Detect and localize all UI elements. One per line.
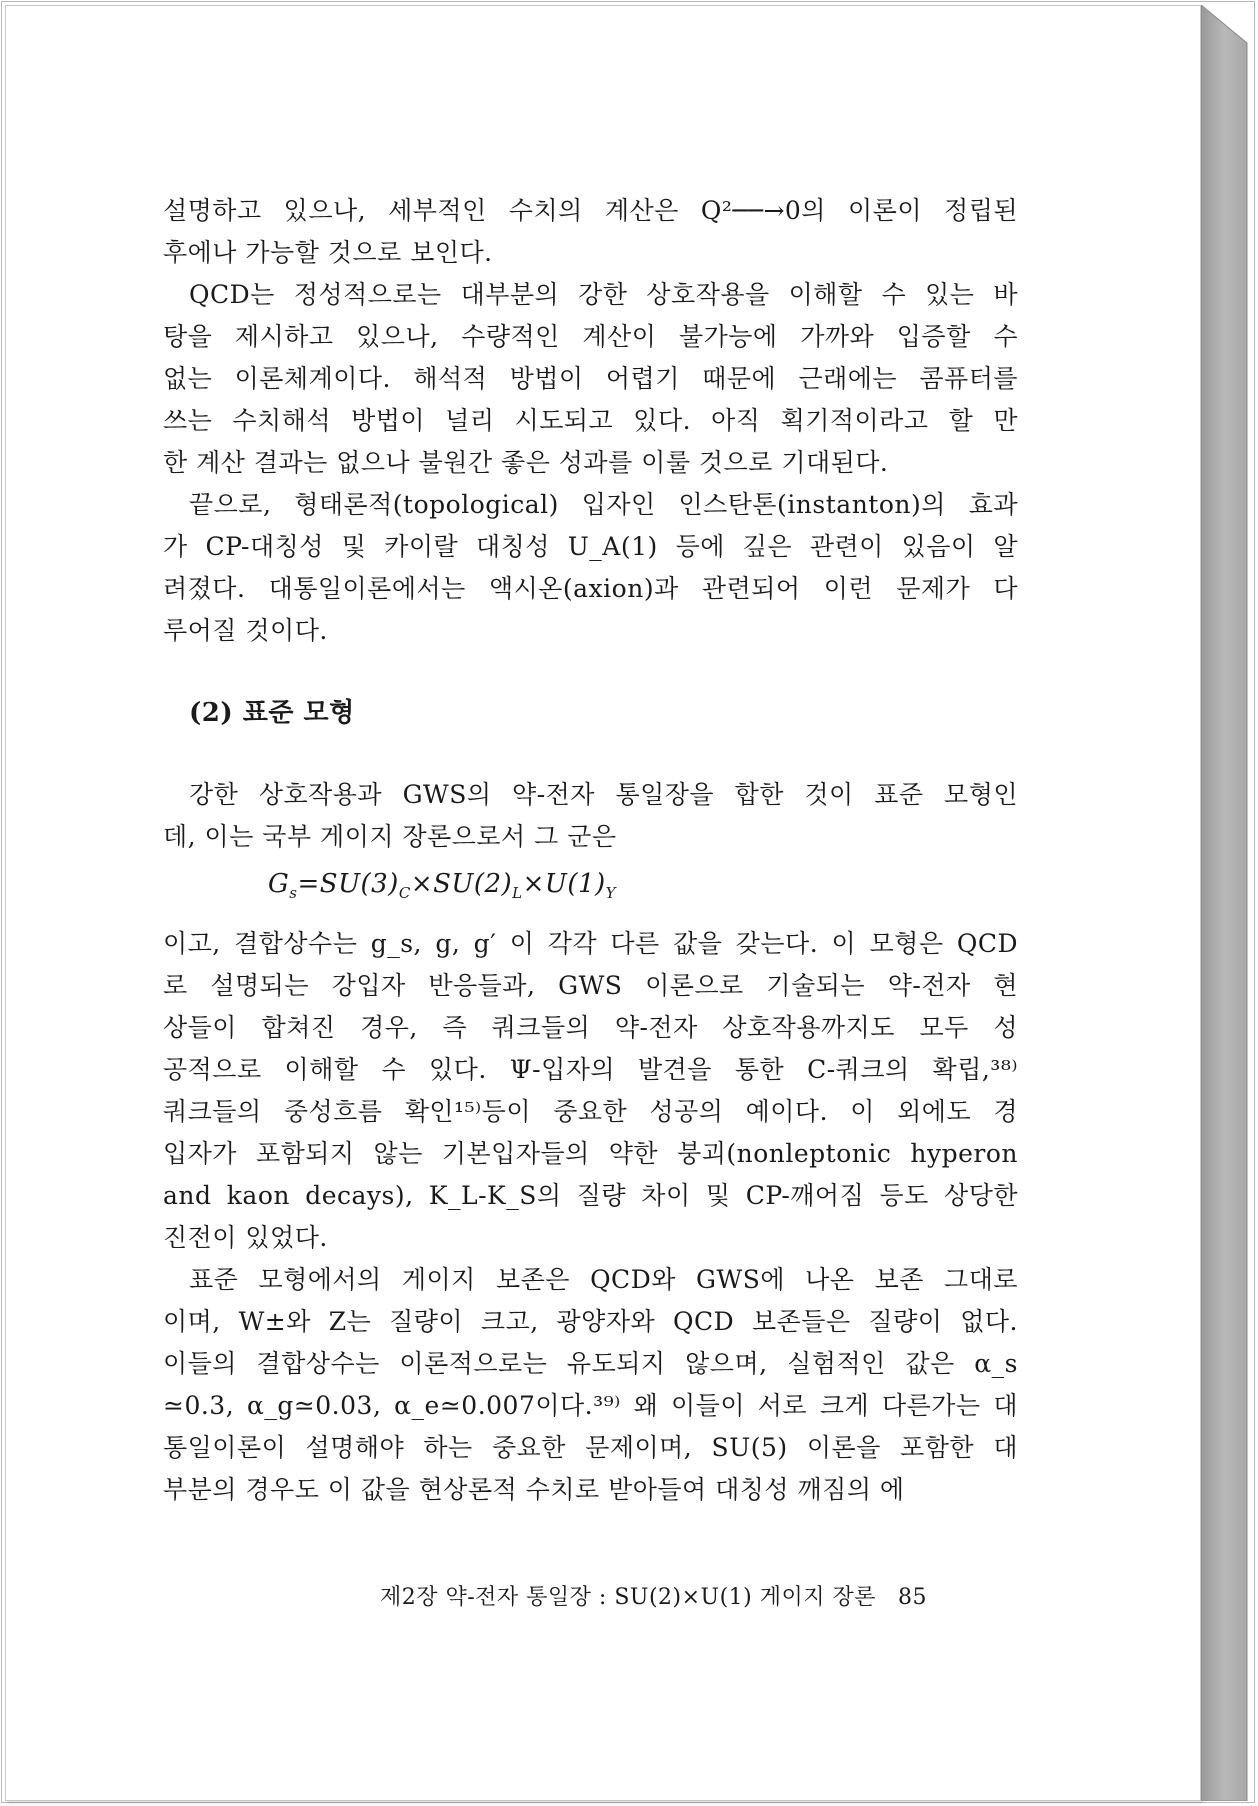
text-line: 후에나 가능할 것으로 보인다. bbox=[163, 238, 493, 267]
group-equation: $G_s=SU(3)_C\times SU(2)_L\times U(1)_Y$ bbox=[268, 869, 617, 903]
text-line: 설명하고 있으나, 세부적인 수치의 계산은 Q²──→0의 이론이 정립된 bbox=[163, 196, 1018, 225]
text-line: QCD는 정성적으로는 대부분의 강한 상호작용을 이해할 수 있는 바 bbox=[189, 280, 1018, 309]
text-line: 려졌다. 대통일이론에서는 액시온(axion)과 관련되어 이런 문제가 다 bbox=[163, 574, 1018, 603]
text-line: 루어질 것이다. bbox=[163, 616, 328, 645]
running-footer: 제2장 약-전자 통일장 : SU(2)×U(1) 게이지 장론 bbox=[380, 1585, 876, 1610]
paragraph-p5 bbox=[163, 923, 1018, 1259]
text-line: 이고, 결합상수는 g_s, g, g′ 이 각각 다른 값을 갖는다. 이 모형은 QCD bbox=[163, 929, 1018, 959]
text-line: 이며, W±와 Z는 질량이 크고, 광양자와 QCD 보존들은 질량이 없다. bbox=[163, 1307, 1018, 1337]
text-line: 끝으로, 형태론적(topological) 입자인 인스탄톤(instanton)의 효과 bbox=[189, 490, 1018, 519]
text-line: 강한 상호작용과 GWS의 약-전자 통일장을 합한 것이 표준 모형인 bbox=[189, 780, 1018, 809]
text-line: 표준 모형에서의 게이지 보존은 QCD와 GWS에 나온 보존 그대로 bbox=[189, 1265, 1018, 1295]
text-line: 상들이 합쳐진 경우, 즉 쿼크들의 약-전자 상호작용까지도 모두 성 bbox=[163, 1013, 1018, 1043]
text-line: 부분의 경우도 이 값을 현상론적 수치로 받아들여 대칭성 깨짐의 에 bbox=[163, 1475, 905, 1505]
book-spine bbox=[1201, 5, 1253, 1801]
page-body bbox=[163, 190, 1018, 1511]
text-line: and kaon decays), K_L-K_S의 질량 차이 및 CP-깨어짐 등도 상당한 bbox=[163, 1181, 1018, 1211]
text-line: 한 계산 결과는 없으나 불원간 좋은 성과를 이룰 것으로 기대된다. bbox=[163, 448, 889, 477]
text-line: 이들의 결합상수는 이론적으로는 유도되지 않으며, 실험적인 값은 α_s bbox=[163, 1349, 1018, 1379]
paragraph-p1 bbox=[163, 190, 1018, 274]
text-line: 없는 이론체계이다. 해석적 방법이 어렵기 때문에 근래에는 콤퓨터를 bbox=[163, 364, 1018, 393]
text-line: ≃0.3, α_g≃0.03, α_e≃0.007이다.³⁹⁾ 왜 이들이 서로 크게 다른가는 대 bbox=[163, 1391, 1018, 1421]
text-line: 로 설명되는 강입자 반응들과, GWS 이론으로 기술되는 약-전자 현 bbox=[163, 971, 1018, 1001]
paragraph-p3 bbox=[163, 484, 1018, 652]
text-line: 공적으로 이해할 수 있다. Ψ-입자의 발견을 통한 C-쿼크의 확립,³⁸⁾ bbox=[163, 1055, 1018, 1085]
text-line: 진전이 있었다. bbox=[163, 1223, 328, 1253]
text-line: 쿼크들의 중성흐름 확인¹⁵⁾등이 중요한 성공의 예이다. 이 외에도 경 bbox=[163, 1097, 1018, 1127]
section-heading: (2) 표준 모형 bbox=[189, 698, 355, 728]
page-number: 85 bbox=[898, 1585, 927, 1610]
spine-shape bbox=[1201, 5, 1253, 1801]
text-line: 쓰는 수치해석 방법이 널리 시도되고 있다. 아직 획기적이라고 할 만 bbox=[163, 406, 1018, 435]
paragraph-p4 bbox=[163, 774, 1018, 858]
paragraph-p6 bbox=[163, 1259, 1018, 1511]
page-footer bbox=[380, 1583, 927, 1613]
text-line: 가 CP-대칭성 및 카이랄 대칭성 U_A(1) 등에 깊은 관련이 있음이 알 bbox=[163, 532, 1018, 561]
text-line: 입자가 포함되지 않는 기본입자들의 약한 붕괴(nonleptonic hyperon bbox=[163, 1139, 1018, 1169]
paragraph-p2 bbox=[163, 274, 1018, 484]
text-line: 데, 이는 국부 게이지 장론으로서 그 군은 bbox=[163, 822, 617, 851]
text-line: 탕을 제시하고 있으나, 수량적인 계산이 불가능에 가까와 입증할 수 bbox=[163, 322, 1018, 351]
text-line: 통일이론이 설명해야 하는 중요한 문제이며, SU(5) 이론을 포함한 대 bbox=[163, 1433, 1018, 1463]
